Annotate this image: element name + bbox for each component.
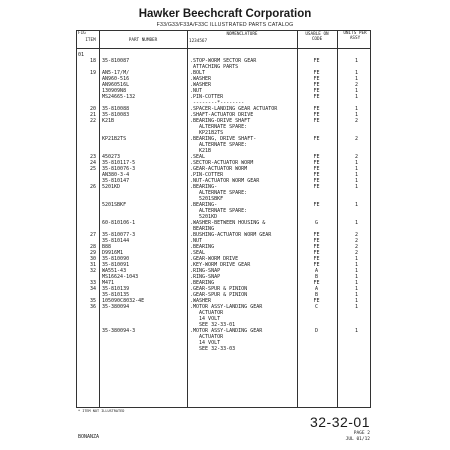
row-part-number: 35-810147 <box>102 178 130 184</box>
row-usable-code: FE <box>313 76 320 82</box>
row-item: 20 <box>89 106 96 112</box>
row-part-number: 35-810091 <box>102 262 130 268</box>
row-usable-code: B <box>314 292 318 298</box>
row-units: 1 <box>354 88 358 94</box>
row-item: 32 <box>89 268 96 274</box>
header-divider <box>77 48 370 49</box>
row-part-number: 35-810087 <box>102 58 130 64</box>
row-usable-code: FE <box>313 184 320 190</box>
row-nomenclature: .BOLT <box>190 70 206 76</box>
row-part-number: 35-810076-3 <box>102 166 136 172</box>
row-nomenclature: .BEARING- <box>190 184 218 190</box>
row-nomenclature: ALTERNATE SPARE: <box>190 208 248 214</box>
row-nomenclature: ACTUATOR <box>190 334 224 340</box>
row-fig: 01 <box>78 52 85 58</box>
row-item: 33 <box>89 280 96 286</box>
row-units: 1 <box>354 184 358 190</box>
row-units: 1 <box>354 280 358 286</box>
row-nomenclature: 5201SBKF <box>190 196 224 202</box>
footnote: * ITEM NOT ILLUSTRATED <box>78 409 125 413</box>
row-units: 1 <box>354 202 358 208</box>
col-fig-header: FIG <box>78 31 86 36</box>
row-nomenclature: .PIN-COTTER <box>190 172 224 178</box>
row-item: 35 <box>89 298 96 304</box>
row-part-number: 35-810144 <box>102 238 130 244</box>
row-part-number: 450273 <box>102 154 121 160</box>
row-usable-code: B <box>314 274 318 280</box>
row-nomenclature: .SECTOR-ACTUATOR WORM <box>190 160 254 166</box>
row-units: 1 <box>354 304 358 310</box>
row-usable-code: FE <box>313 106 320 112</box>
row-part-number: AN960-516 <box>102 76 130 82</box>
row-part-number: MS24665-132 <box>102 94 136 100</box>
row-nomenclature: .BEARING <box>190 244 215 250</box>
row-units: 1 <box>354 292 358 298</box>
row-units: 1 <box>354 220 358 226</box>
row-part-number: 35-810083 <box>102 112 130 118</box>
row-nomenclature: .SHAFT-ACTUATOR DRIVE <box>190 112 254 118</box>
row-part-number: AN5-17/M/ <box>102 70 130 76</box>
row-usable-code: FE <box>313 112 320 118</box>
row-nomenclature: BEARING <box>190 226 215 232</box>
row-usable-code: FE <box>313 238 320 244</box>
row-usable-code: FE <box>313 298 320 304</box>
row-item: 31 <box>89 262 96 268</box>
row-usable-code: FE <box>313 94 320 100</box>
row-usable-code: FE <box>313 256 320 262</box>
row-nomenclature: .BEARING, DRIVE SHAFT- <box>190 136 257 142</box>
row-units: 1 <box>354 328 358 334</box>
row-nomenclature: ATTACHING PARTS <box>190 64 239 70</box>
row-usable-code: FE <box>313 232 320 238</box>
row-units: 1 <box>354 112 358 118</box>
row-nomenclature: .NUT-ACTUATOR WORM GEAR <box>190 178 260 184</box>
row-units: 1 <box>354 298 358 304</box>
row-nomenclature: K21B <box>190 148 212 154</box>
col-item-header: ITEM <box>85 38 96 43</box>
row-part-number: 35-810090 <box>102 256 130 262</box>
row-nomenclature: SEE 32-33-01 <box>190 322 236 328</box>
model-name: BONANZA <box>78 434 100 440</box>
row-units: 1 <box>354 286 358 292</box>
row-item: 23 <box>89 154 96 160</box>
row-nomenclature: .STOP-WORM SECTOR GEAR <box>190 58 257 64</box>
row-nomenclature: .GEAR-SPUR & PINION <box>190 286 248 292</box>
row-usable-code: FE <box>313 118 320 124</box>
row-part-number: D9916M1 <box>102 250 124 256</box>
row-units: 2 <box>354 154 358 160</box>
row-units: 1 <box>354 178 358 184</box>
row-nomenclature: .BUSHING-ACTUATOR WORM GEAR <box>190 232 272 238</box>
row-nomenclature: .GEAR-WORM DRIVE <box>190 256 239 262</box>
row-usable-code: D <box>314 328 318 334</box>
row-item: 34 <box>89 286 96 292</box>
row-units: 2 <box>354 238 358 244</box>
header-title: Hawker Beechcraft Corporation <box>138 8 312 20</box>
row-units: 1 <box>354 262 358 268</box>
row-nomenclature: 5201KD <box>190 214 218 220</box>
row-nomenclature: .SEAL <box>190 154 206 160</box>
col-nom-header: NOMENCLATURE <box>226 32 258 37</box>
row-nomenclature: SEE 32-33-03 <box>190 346 236 352</box>
row-part-number: K21B <box>102 118 115 124</box>
row-units: 1 <box>354 106 358 112</box>
row-part-number: 35-810135 <box>102 292 130 298</box>
row-nomenclature: .BEARING <box>190 280 215 286</box>
col-code-header: USABLE ON CODE <box>305 32 329 42</box>
row-usable-code: FE <box>313 160 320 166</box>
row-item: 25 <box>89 166 96 172</box>
row-usable-code: FE <box>313 178 320 184</box>
row-part-number: B88 <box>102 244 112 250</box>
row-nomenclature: .MOTOR ASSY-LANDING GEAR <box>190 328 263 334</box>
row-part-number: AN380-3-4 <box>102 172 130 178</box>
row-units: 1 <box>354 94 358 100</box>
row-part-number: KP21B2TS <box>102 136 127 142</box>
row-part-number: 105090C8032-4E <box>102 298 145 304</box>
row-nomenclature: ACTUATOR <box>190 310 224 316</box>
col-units-header: UNITS PER ASSY <box>343 31 367 41</box>
row-nomenclature: .WASHER <box>190 76 212 82</box>
row-part-number: AN960516L <box>102 82 130 88</box>
row-item: 22 <box>89 118 96 124</box>
row-part-number: 35-810088 <box>102 106 130 112</box>
row-units: 1 <box>354 76 358 82</box>
page-number: PAGE 2 <box>353 431 370 436</box>
row-nomenclature: .PIN-COTTER <box>190 94 224 100</box>
row-item: 28 <box>89 244 96 250</box>
row-part-number: 60-810106-1 <box>102 220 136 226</box>
row-usable-code: FE <box>313 250 320 256</box>
row-usable-code: FE <box>313 154 320 160</box>
row-nomenclature: .RING-SNAP <box>190 274 221 280</box>
row-usable-code: A <box>314 286 318 292</box>
row-nomenclature: ALTERNATE SPARE: <box>190 142 248 148</box>
row-units: 2 <box>354 232 358 238</box>
row-item: 30 <box>89 256 96 262</box>
row-nomenclature: .WASHER-BETWEEN HOUSING & <box>190 220 266 226</box>
row-item: 21 <box>89 112 96 118</box>
row-nomenclature: .WASHER <box>190 82 212 88</box>
row-usable-code: A <box>314 268 318 274</box>
row-item: 24 <box>89 160 96 166</box>
row-usable-code: FE <box>313 166 320 172</box>
row-usable-code: FE <box>313 136 320 142</box>
row-nomenclature: .GEAR-ACTUATOR WORM <box>190 166 248 172</box>
row-usable-code: G <box>314 220 318 226</box>
row-item: 29 <box>89 250 96 256</box>
row-item: 36 <box>89 304 96 310</box>
row-usable-code: FE <box>313 58 320 64</box>
row-usable-code: FE <box>313 262 320 268</box>
row-usable-code: FE <box>313 202 320 208</box>
row-nomenclature: ALTERNATE SPARE: <box>190 124 248 130</box>
row-part-number: MS16624-1043 <box>102 274 139 280</box>
row-part-number: 35-810117-5 <box>102 160 136 166</box>
header-subtitle: F33/G33/F33A/F33C ILLUSTRATED PARTS CATALOG <box>156 22 294 28</box>
row-units: 1 <box>354 268 358 274</box>
parts-table <box>76 30 371 408</box>
row-units: 2 <box>354 250 358 256</box>
row-usable-code: FE <box>313 244 320 250</box>
row-nomenclature: .MOTOR ASSY-LANDING GEAR <box>190 304 263 310</box>
row-usable-code: FE <box>313 280 320 286</box>
row-item: 26 <box>89 184 96 190</box>
row-part-number: M471 <box>102 280 115 286</box>
row-nomenclature: KP21B2TS <box>190 130 224 136</box>
row-units: 2 <box>354 118 358 124</box>
row-usable-code: C <box>314 304 318 310</box>
row-item: 19 <box>89 70 96 76</box>
row-nomenclature: 14 VOLT <box>190 316 221 322</box>
row-nomenclature: .SEAL <box>190 250 206 256</box>
row-part-number: 5201KD <box>102 184 121 190</box>
row-nomenclature: .KEY-WORM DRIVE GEAR <box>190 262 251 268</box>
row-part-number: 130909N8 <box>102 88 127 94</box>
row-nomenclature: .SPACER-LANDING GEAR ACTUATOR <box>190 106 278 112</box>
row-nomenclature: 14 VOLT <box>190 340 221 346</box>
document-number: 32-32-01 <box>309 414 370 430</box>
row-usable-code: FE <box>313 70 320 76</box>
revision-date: JUL 01/12 <box>345 437 370 442</box>
row-part-number: 35-810077-3 <box>102 232 136 238</box>
row-part-number: WA551-43 <box>102 268 127 274</box>
row-units: 1 <box>354 172 358 178</box>
row-units: 1 <box>354 160 358 166</box>
row-nomenclature: ALTERNATE SPARE: <box>190 190 248 196</box>
row-item: 18 <box>89 58 96 64</box>
row-nomenclature: .NUT <box>190 88 203 94</box>
row-units: 2 <box>354 136 358 142</box>
row-nomenclature: .WASHER <box>190 298 212 304</box>
row-item: 27 <box>89 232 96 238</box>
row-part-number: 35-380094-3 <box>102 328 136 334</box>
row-part-number: 35-810139 <box>102 286 130 292</box>
row-units: 2 <box>354 244 358 250</box>
row-units: 1 <box>354 58 358 64</box>
row-nomenclature: .GEAR-SPUR & PINION <box>190 292 248 298</box>
row-units: 1 <box>354 70 358 76</box>
row-nomenclature: .BEARING- <box>190 202 218 208</box>
row-units: 1 <box>354 274 358 280</box>
row-part-number: 35-380094 <box>102 304 130 310</box>
row-nomenclature: --------*-------- <box>190 100 245 106</box>
col-nom-scale: 1234567 <box>189 39 208 44</box>
row-part-number: 5201SBKF <box>102 202 127 208</box>
row-usable-code: FE <box>313 82 320 88</box>
row-units: 1 <box>354 256 358 262</box>
row-nomenclature: .RING-SNAP <box>190 268 221 274</box>
row-units: 2 <box>354 82 358 88</box>
table-row <box>77 346 372 352</box>
row-usable-code: FE <box>313 172 320 178</box>
row-nomenclature: .BEARING-DRIVE SHAFT <box>190 118 251 124</box>
row-units: 1 <box>354 166 358 172</box>
row-usable-code: FE <box>313 88 320 94</box>
row-nomenclature: .NUT <box>190 238 203 244</box>
col-part-header: PART NUMBER <box>128 38 158 43</box>
